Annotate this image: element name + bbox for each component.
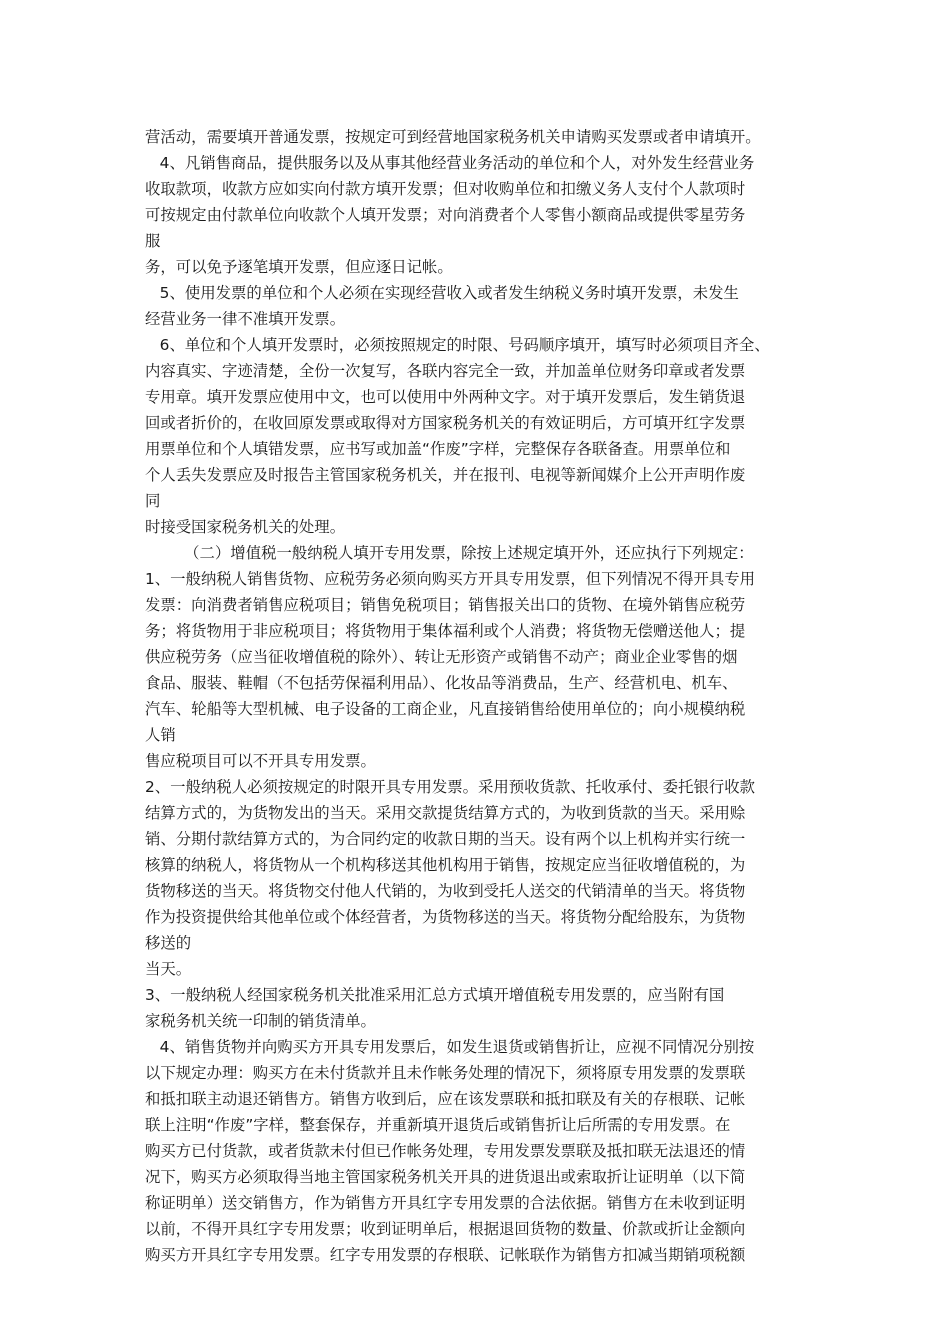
text-line: 售应税项目可以不开具专用发票。 — [145, 752, 376, 770]
text-line: 结算方式的，为货物发出的当天。采用交款提货结算方式的，为收到货款的当天。采用赊 — [145, 804, 746, 822]
text-line: 时接受国家税务机关的处理。 — [145, 518, 346, 536]
text-line: 汽车、轮船等大型机械、电子设备的工商企业，凡直接销售给使用单位的；向小规模纳税 — [145, 700, 746, 718]
text-line: 同 — [145, 492, 161, 510]
text-line: 收取款项，收款方应如实向付款方填开发票；但对收购单位和扣缴义务人支付个人款项时 — [145, 180, 746, 198]
text-line: 可按规定由付款单位向收款个人填开发票；对向消费者个人零售小额商品或提供零星劳务 — [145, 206, 746, 224]
text-line: 务，可以免予逐笔填开发票，但应逐日记帐。 — [145, 258, 453, 276]
text-line: 食品、服装、鞋帽（不包括劳保福利用品）、化妆品等消费品，生产、经营机电、机车、 — [145, 674, 738, 692]
text-line: 用票单位和个人填错发票，应书写或加盖“作废”字样，完整保存各联备查。用票单位和 — [145, 440, 731, 458]
text-line: 专用章。填开发票应使用中文，也可以使用中外两种文字。对于填开发票后，发生销货退 — [145, 388, 746, 406]
text-line: 个人丢失发票应及时报告主管国家税务机关，并在报刊、电视等新闻媒介上公开声明作废 — [145, 466, 746, 484]
text-line: 称证明单）送交销售方，作为销售方开具红字专用发票的合法依据。销售方在未收到证明 — [145, 1194, 746, 1212]
text-line: 营活动，需要填开普通发票，按规定可到经营地国家税务机关申请购买发票或者申请填开。 — [145, 128, 761, 146]
text-line: 发票：向消费者销售应税项目；销售免税项目；销售报关出口的货物、在境外销售应税劳 — [145, 596, 746, 614]
text-line: 和抵扣联主动退还销售方。销售方收到后，应在该发票联和抵扣联及有关的存根联、记帐 — [145, 1090, 746, 1108]
document-body — [145, 124, 825, 1268]
text-line: 4、销售货物并向购买方开具专用发票后，如发生退货或销售折让，应视不同情况分别按 — [145, 1038, 755, 1056]
text-line: 移送的 — [145, 934, 192, 952]
text-line: 作为投资提供给其他单位或个体经营者，为货物移送的当天。将货物分配给股东，为货物 — [145, 908, 746, 926]
text-line: 3、一般纳税人经国家税务机关批准采用汇总方式填开增值税专用发票的，应当附有国 — [145, 986, 725, 1004]
text-line: 以下规定办理：购买方在未付货款并且未作帐务处理的情况下，须将原专用发票的发票联 — [145, 1064, 746, 1082]
text-line: 况下，购买方必须取得当地主管国家税务机关开具的进货退出或索取折让证明单（以下简 — [145, 1168, 746, 1186]
text-line: 供应税劳务（应当征收增值税的除外）、转让无形资产或销售不动产；商业企业零售的烟 — [145, 648, 738, 666]
text-line: 5、使用发票的单位和个人必须在实现经营收入或者发生纳税义务时填开发票，未发生 — [145, 284, 739, 302]
text-line: 回或者折价的，在收回原发票或取得对方国家税务机关的有效证明后，方可填开红字发票 — [145, 414, 746, 432]
text-line: （二）增值税一般纳税人填开专用发票，除按上述规定填开外，还应执行下列规定： — [145, 544, 754, 562]
text-line: 购买方已付货款，或者货款未付但已作帐务处理，专用发票发票联及抵扣联无法退还的情 — [145, 1142, 746, 1160]
text-line: 核算的纳税人，将货物从一个机构移送其他机构用于销售，按规定应当征收增值税的，为 — [145, 856, 746, 874]
text-line: 人销 — [145, 726, 176, 744]
text-line: 6、单位和个人填开发票时，必须按照规定的时限、号码顺序填开，填写时必须项目齐全、 — [145, 336, 770, 354]
text-line: 货物移送的当天。将货物交付他人代销的，为收到受托人送交的代销清单的当天。将货物 — [145, 882, 746, 900]
text-line: 联上注明“作废”字样，整套保存，并重新填开退货后或销售折让后所需的专用发票。在 — [145, 1116, 731, 1134]
text-line: 购买方开具红字专用发票。红字专用发票的存根联、记帐联作为销售方扣减当期销项税额 — [145, 1246, 746, 1264]
text-line: 家税务机关统一印制的销货清单。 — [145, 1012, 376, 1030]
text-line: 1、一般纳税人销售货物、应税劳务必须向购买方开具专用发票，但下列情况不得开具专用 — [145, 570, 756, 588]
text-line: 内容真实、字迹清楚，全份一次复写，各联内容完全一致，并加盖单位财务印章或者发票 — [145, 362, 746, 380]
text-line: 当天。 — [145, 960, 192, 978]
text-line: 以前，不得开具红字专用发票；收到证明单后，根据退回货物的数量、价款或折让金额向 — [145, 1220, 746, 1238]
text-line: 2、一般纳税人必须按规定的时限开具专用发票。采用预收货款、托收承付、委托银行收款 — [145, 778, 756, 796]
text-line: 4、凡销售商品，提供服务以及从事其他经营业务活动的单位和个人，对外发生经营业务 — [145, 154, 755, 172]
text-line: 经营业务一律不准填开发票。 — [145, 310, 346, 328]
text-line: 务；将货物用于非应税项目；将货物用于集体福利或个人消费；将货物无偿赠送他人；提 — [145, 622, 746, 640]
text-line: 销、分期付款结算方式的，为合同约定的收款日期的当天。设有两个以上机构并实行统一 — [145, 830, 746, 848]
text-line: 服 — [145, 232, 161, 250]
